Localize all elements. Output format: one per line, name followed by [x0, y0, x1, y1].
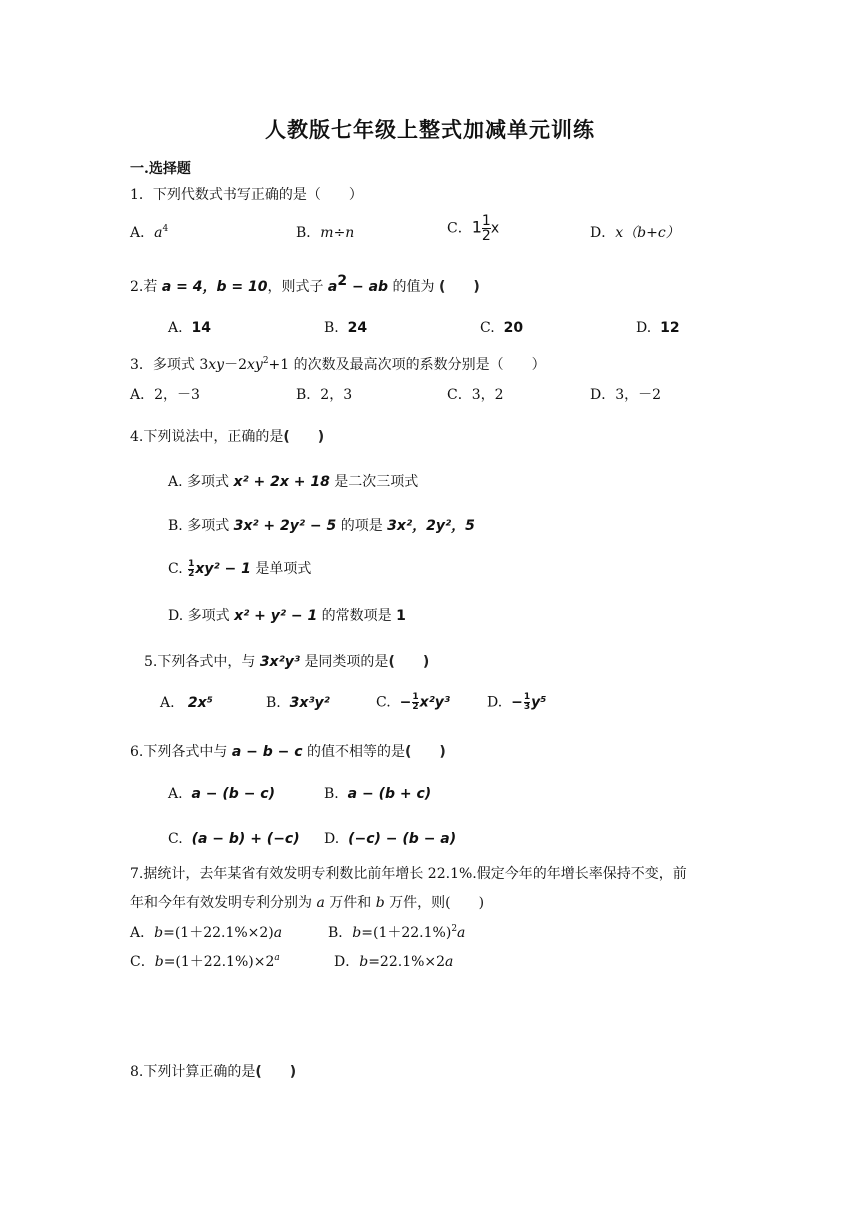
question-5-option-c: C. − $\frac{1}{2}$ x²y³ [376, 692, 450, 712]
question-2-option-b: B. 24 [324, 320, 368, 336]
question-4-stem: 4.下列说法中，正确的是( ) [130, 429, 325, 445]
question-3-option-d: D．3，－2 [590, 387, 662, 403]
question-3-stem: 3．多项式 $3xy-2xy^2+1$ 的次数及最高次项的系数分别是（ ） [130, 356, 546, 373]
question-3-option-b: B．2，3 [296, 387, 353, 403]
question-5-option-d: D. − $\frac{1}{3}$ y⁵ [487, 692, 547, 712]
question-6-stem: 6.下列各式中与 a − b − c 的值不相等的是( ) [130, 744, 446, 760]
fraction: $\frac{1}{2}$ [412, 692, 419, 712]
question-4-option-c: C. $\frac{1}{2}$ xy² − 1 是单项式 [168, 558, 312, 579]
question-2-stem: 2.若 a = 4，b = 10，则式子 $a^2$ − ab 的值为 ( ) [130, 273, 480, 295]
section-heading: 一.选择题 [130, 161, 191, 177]
question-2-option-c: C. 20 [480, 320, 524, 336]
question-5-option-a: A. 2x⁵ [160, 695, 213, 711]
question-5-option-b: B. 3x³y² [266, 695, 330, 711]
question-1-option-d: D．x（b+c） [590, 225, 680, 241]
question-7-option-a: A．b=(1＋22.1%×2)a [130, 925, 283, 941]
question-7-option-c: C．$b=(1+22.1\%)\times 2^a$ [130, 953, 280, 970]
fraction: $\frac{1}{2}$ [481, 213, 491, 244]
question-4-option-d: D. 多项式 x² + y² − 1 的常数项是 1 [168, 608, 406, 624]
question-1-option-b: B．m÷n [296, 225, 355, 241]
page-title: 人教版七年级上整式加减单元训练 [265, 117, 595, 142]
question-3-option-a: A．2，－3 [130, 387, 200, 403]
question-7-option-b: B．$b=(1+22.1\%)^2a$ [328, 924, 466, 941]
fraction: $\frac{1}{2}$ [188, 558, 195, 579]
question-6-option-a: A. a − (b − c) [168, 786, 275, 802]
question-1-stem: 1．下列代数式书写正确的是（ ） [130, 187, 363, 203]
question-1-option-a: A．$a^4$ [130, 224, 169, 241]
question-6-option-d: D. (−c) − (b − a) [324, 831, 457, 847]
question-7-stem-line-2: 年和今年有效发明专利分别为 a 万件和 b 万件，则( ) [130, 895, 485, 911]
question-2-option-a: A. 14 [168, 320, 211, 336]
question-6-option-c: C. (a − b) + (−c) [168, 831, 300, 847]
question-5-stem: 5.下列各式中，与 3x²y³ 是同类项的是( ) [144, 654, 430, 670]
question-1-option-c: C．1 $\frac{1}{2}$ x [447, 213, 500, 244]
question-7-option-d: D．b=22.1%×2a [334, 954, 454, 970]
question-3-option-c: C．3，2 [447, 387, 504, 403]
fraction: $\frac{1}{3}$ [523, 692, 531, 712]
question-7-stem-line-1: 7.据统计，去年某省有效发明专利数比前年增长 22.1%.假定今年的年增长率保持不变，前 [130, 866, 687, 882]
question-2-option-d: D. 12 [636, 320, 680, 336]
question-4-option-a: A. 多项式 x² + 2x + 18 是二次三项式 [168, 474, 419, 490]
question-8-stem: 8.下列计算正确的是( ) [130, 1064, 297, 1080]
question-6-option-b: B. a − (b + c) [324, 786, 432, 802]
question-4-option-b: B. 多项式 3x² + 2y² − 5 的项是 3x²，2y²，5 [168, 518, 475, 534]
